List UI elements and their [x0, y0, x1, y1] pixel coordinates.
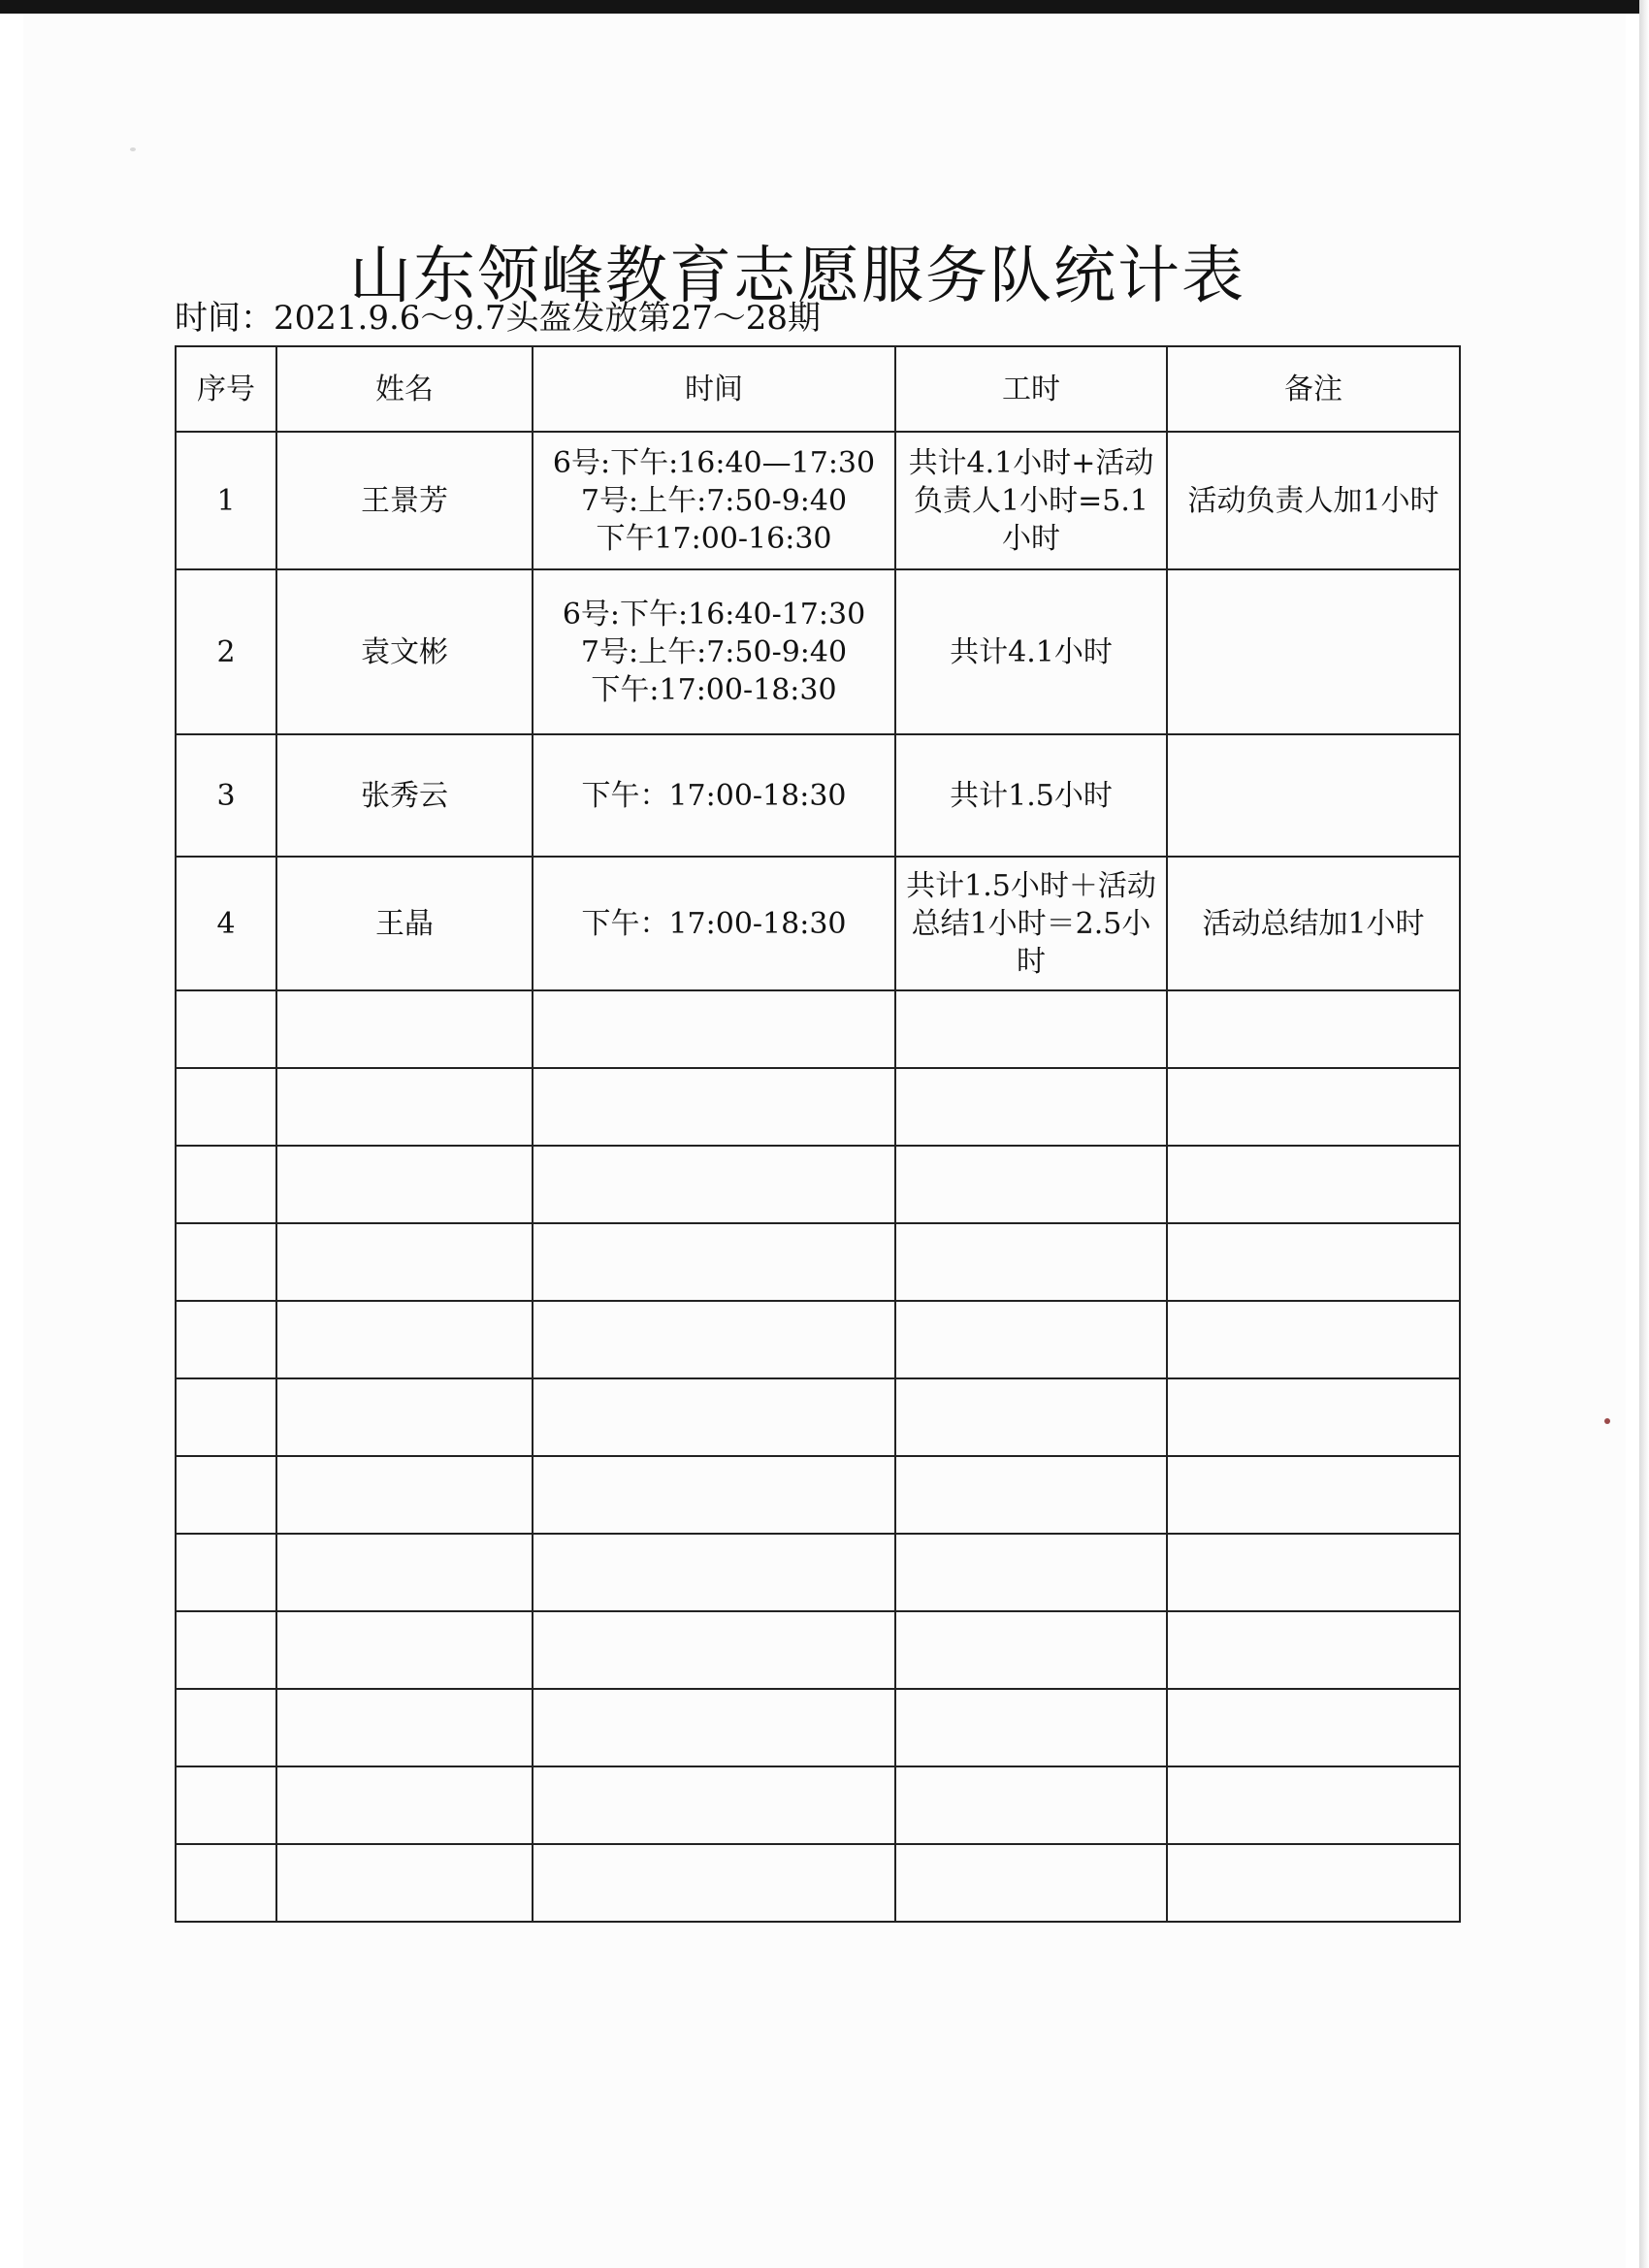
empty-table-row: [176, 1766, 1460, 1844]
cell-hours: 共计1.5小时: [895, 734, 1167, 857]
cell-note: 活动总结加1小时: [1167, 857, 1460, 990]
cell-hours: 共计4.1小时+活动负责人1小时=5.1小时: [895, 432, 1167, 569]
cell-name: 袁文彬: [276, 569, 533, 734]
empty-table-row: [176, 1844, 1460, 1922]
cell-name: 王景芳: [276, 432, 533, 569]
empty-table-row: [176, 1068, 1460, 1146]
table-row: [176, 857, 1460, 990]
empty-table-row: [176, 1611, 1460, 1689]
volunteer-stats-table: [175, 345, 1461, 1923]
empty-table-row: [176, 1534, 1460, 1611]
table-row: [176, 569, 1460, 734]
table-row: [176, 734, 1460, 857]
header-note: 备注: [1167, 346, 1460, 432]
empty-table-row: [176, 990, 1460, 1068]
table-header-row: [176, 346, 1460, 432]
empty-table-row: [176, 1146, 1460, 1223]
cell-name: 张秀云: [276, 734, 533, 857]
cell-note: 活动负责人加1小时: [1167, 432, 1460, 569]
cell-time: 6号:下午:16:40-17:30 7号:上午:7:50-9:40 下午:17:00-18:30: [533, 569, 895, 734]
cell-no: 4: [176, 857, 276, 990]
cell-no: 1: [176, 432, 276, 569]
cell-time: 6号:下午:16:40—17:30 7号:上午:7:50-9:40 下午17:00-16:30: [533, 432, 895, 569]
cell-note: [1167, 734, 1460, 857]
cell-name: 王晶: [276, 857, 533, 990]
table-row: [176, 432, 1460, 569]
empty-table-row: [176, 1301, 1460, 1378]
document-title: 山东领峰教育志愿服务队统计表: [349, 240, 1245, 312]
header-hours: 工时: [895, 346, 1167, 432]
empty-table-row: [176, 1689, 1460, 1766]
header-no: 序号: [176, 346, 276, 432]
scan-border-top: [0, 0, 1649, 14]
header-time: 时间: [533, 346, 895, 432]
cell-no: 3: [176, 734, 276, 857]
document-subtitle: 时间：2021.9.6～9.7头盔发放第27～28期: [175, 299, 822, 338]
scan-border-right: [1639, 0, 1649, 2268]
cell-time: 下午：17:00-18:30: [533, 857, 895, 990]
cell-hours: 共计1.5小时＋活动总结1小时＝2.5小时: [895, 857, 1167, 990]
empty-table-row: [176, 1456, 1460, 1534]
cell-hours: 共计4.1小时: [895, 569, 1167, 734]
cell-time: 下午：17:00-18:30: [533, 734, 895, 857]
header-name: 姓名: [276, 346, 533, 432]
cell-note: [1167, 569, 1460, 734]
cell-no: 2: [176, 569, 276, 734]
scan-speck: [1604, 1418, 1610, 1424]
empty-table-row: [176, 1223, 1460, 1301]
empty-table-row: [176, 1378, 1460, 1456]
scan-speck: [130, 147, 136, 151]
